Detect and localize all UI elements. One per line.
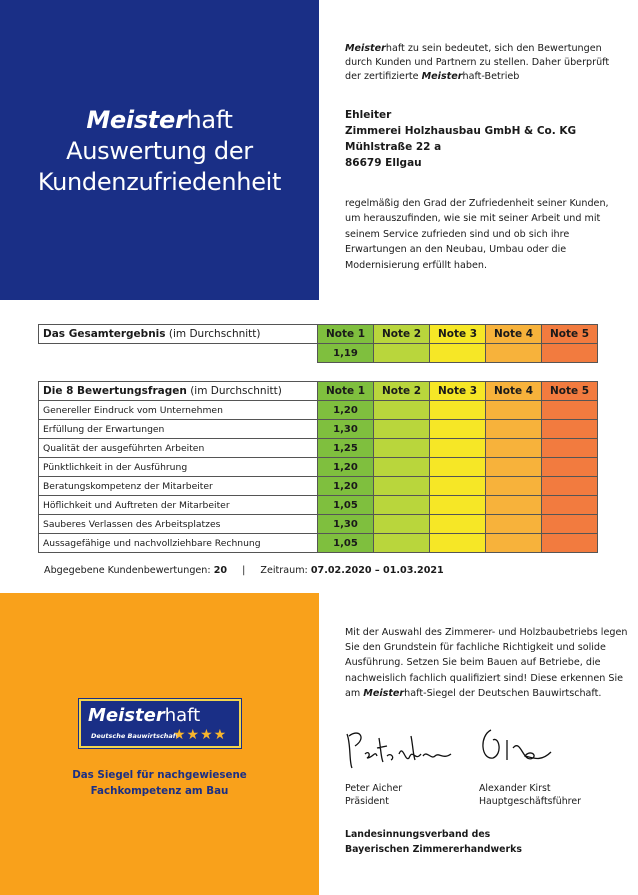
overall-value: 1,19 xyxy=(318,344,374,363)
organization: Landesinnungsverband des Bayerischen Zimmererhandwerks xyxy=(345,829,522,855)
table-row: Sauberes Verlassen des Arbeitsplatzes 1,30 xyxy=(39,515,598,534)
questions-label: Die 8 Bewertungsfragen (im Durchschnitt) xyxy=(39,382,318,401)
table-row: Erfüllung der Erwartungen 1,30 xyxy=(39,420,598,439)
table-row: Höflichkeit und Auftreten der Mitarbeiter 1,05 xyxy=(39,496,598,515)
overall-table xyxy=(38,324,598,363)
table-row: Genereller Eindruck vom Unternehmen 1,20 xyxy=(39,401,598,420)
grade-header-4: Note 4 xyxy=(486,325,542,344)
grade-header-2: Note 2 xyxy=(374,382,430,401)
intro-text: Meisterhaft zu sein bedeutet, sich den Bewertungen durch Kunden und Partnern zu stellen. Daher überprüft der zertifizierte Meisterhaft-Betrieb xyxy=(345,43,610,82)
title-line-3: Kundenzufriedenheit xyxy=(37,168,282,196)
grade-header-1: Note 1 xyxy=(318,382,374,401)
company-legal-name: Zimmerei Holzhausbau GmbH & Co. KG xyxy=(345,125,577,137)
company-name: Ehleiter xyxy=(345,109,392,121)
grade-header-5: Note 5 xyxy=(542,325,598,344)
closing-text: Mit der Auswahl des Zimmerer- und Holzbaubetriebs legen Sie den Grundstein für fachliche Richtigkeit und solide Ausführung. Setzen Sie beim Bauen auf Betriebe, die nachweislich fachlich qualifiziert sind! Diese erkennen Sie am Meisterhaft-Siegel der Deutschen Bauwirtschaft. xyxy=(345,627,628,699)
grade-header-3: Note 3 xyxy=(430,325,486,344)
signature-aicher xyxy=(343,724,461,774)
review-count: 20 xyxy=(213,565,228,576)
review-stats: Abgegebene Kundenbewertungen: 20 | Zeitraum: 07.02.2020 – 01.03.2021 xyxy=(44,565,444,576)
description-text: regelmäßig den Grad der Zufriedenheit seiner Kunden, um herauszufinden, wie sie mit seiner Arbeit und mit seinem Service zufrieden sind und ob sich ihre Erwartungen an den Neubau, Umbau oder die Modernisierung erfüllt haben. xyxy=(345,198,609,271)
table-row: Beratungskompetenz der Mitarbeiter 1,20 xyxy=(39,477,598,496)
header-panel xyxy=(0,0,319,300)
table-row: Aussagefähige und nachvollziehbare Rechnung 1,05 xyxy=(39,534,598,553)
signer-2: Alexander Kirst Hauptgeschäftsführer xyxy=(479,783,581,807)
table-row: Pünktlichkeit in der Ausführung 1,20 xyxy=(39,458,598,477)
company-street: Mühlstraße 22 a xyxy=(345,141,442,153)
overall-label: Das Gesamtergebnis (im Durchschnitt) xyxy=(39,325,318,344)
grade-header-2: Note 2 xyxy=(374,325,430,344)
seal-caption: Das Siegel für nachgewiesene Fachkompetenz am Bau xyxy=(72,769,247,797)
grade-header-1: Note 1 xyxy=(318,325,374,344)
brand-bold: Meister xyxy=(86,106,187,134)
title-line-2: Auswertung der xyxy=(66,137,253,165)
grade-header-3: Note 3 xyxy=(430,382,486,401)
brand-rest: haft xyxy=(186,106,233,134)
star-icon: ★★★★ xyxy=(173,727,228,743)
grade-header-4: Note 4 xyxy=(486,382,542,401)
review-period: 07.02.2020 – 01.03.2021 xyxy=(310,565,444,576)
signer-1: Peter Aicher Präsident xyxy=(345,783,403,807)
table-row: Qualität der ausgeführten Arbeiten 1,25 xyxy=(39,439,598,458)
meisterhaft-seal-logo: Meisterhaft Deutsche Bauwirtschaft ★★★★ xyxy=(79,699,241,748)
company-address xyxy=(345,107,576,171)
signature-kirst xyxy=(477,724,557,774)
questions-table xyxy=(38,381,598,553)
company-city: 86679 Ellgau xyxy=(345,157,422,169)
page-title xyxy=(0,105,319,198)
grade-header-5: Note 5 xyxy=(542,382,598,401)
